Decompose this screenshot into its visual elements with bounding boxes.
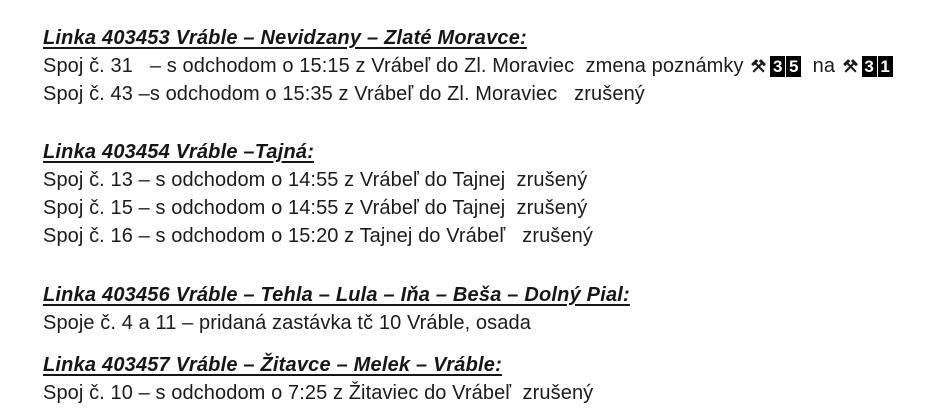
section-linka-403453 [43, 24, 940, 108]
spoj-line-31 [43, 52, 940, 80]
section-linka-403454 [43, 138, 940, 250]
crossed-hammers-icon [841, 57, 860, 76]
section-heading: Linka 403453 Vráble – Nevidzany – Zlaté Moravce: [43, 27, 527, 49]
spoj-line-13: Spoj č. 13 – s odchodom o 14:55 z Vrábeľ do Tajnej zrušený [43, 169, 588, 191]
spoj-line-text: na [801, 55, 841, 77]
section-linka-403457 [43, 351, 940, 407]
spoj-line-text: Spoj č. 31 – s odchodom o 15:15 z Vrábeľ do Zl. Moraviec zmena poznámky [43, 55, 750, 77]
spoj-line-4-11: Spoje č. 4 a 11 – pridaná zastávka tč 10 Vráble, osada [43, 312, 531, 334]
crossed-hammers-icon [749, 57, 768, 76]
spoj-line-10: Spoj č. 10 – s odchodom o 7:25 z Žitaviec do Vrábeľ zrušený [43, 382, 594, 404]
spoj-line-15: Spoj č. 15 – s odchodom o 14:55 z Vrábeľ do Tajnej zrušený [43, 197, 588, 219]
section-heading: Linka 403456 Vráble – Tehla – Lula – Iňa – Beša – Dolný Pial: [43, 284, 630, 306]
spoj-line-43: Spoj č. 43 –s odchodom o 15:35 z Vrábeľ do Zl. Moraviec zrušený [43, 83, 645, 105]
note-digit-box: 3 [862, 56, 877, 77]
note-digit-box: 5 [786, 56, 801, 77]
note-new [841, 56, 893, 77]
note-digit-box: 3 [770, 56, 785, 77]
section-heading: Linka 403457 Vráble – Žitavce – Melek – Vráble: [43, 354, 502, 376]
section-heading: Linka 403454 Vráble –Tajná: [43, 141, 315, 163]
spoj-line-16: Spoj č. 16 – s odchodom o 15:20 z Tajnej do Vrábeľ zrušený [43, 225, 593, 247]
note-digit-box: 1 [878, 56, 893, 77]
note-old [749, 56, 801, 77]
section-linka-403456 [43, 281, 940, 337]
